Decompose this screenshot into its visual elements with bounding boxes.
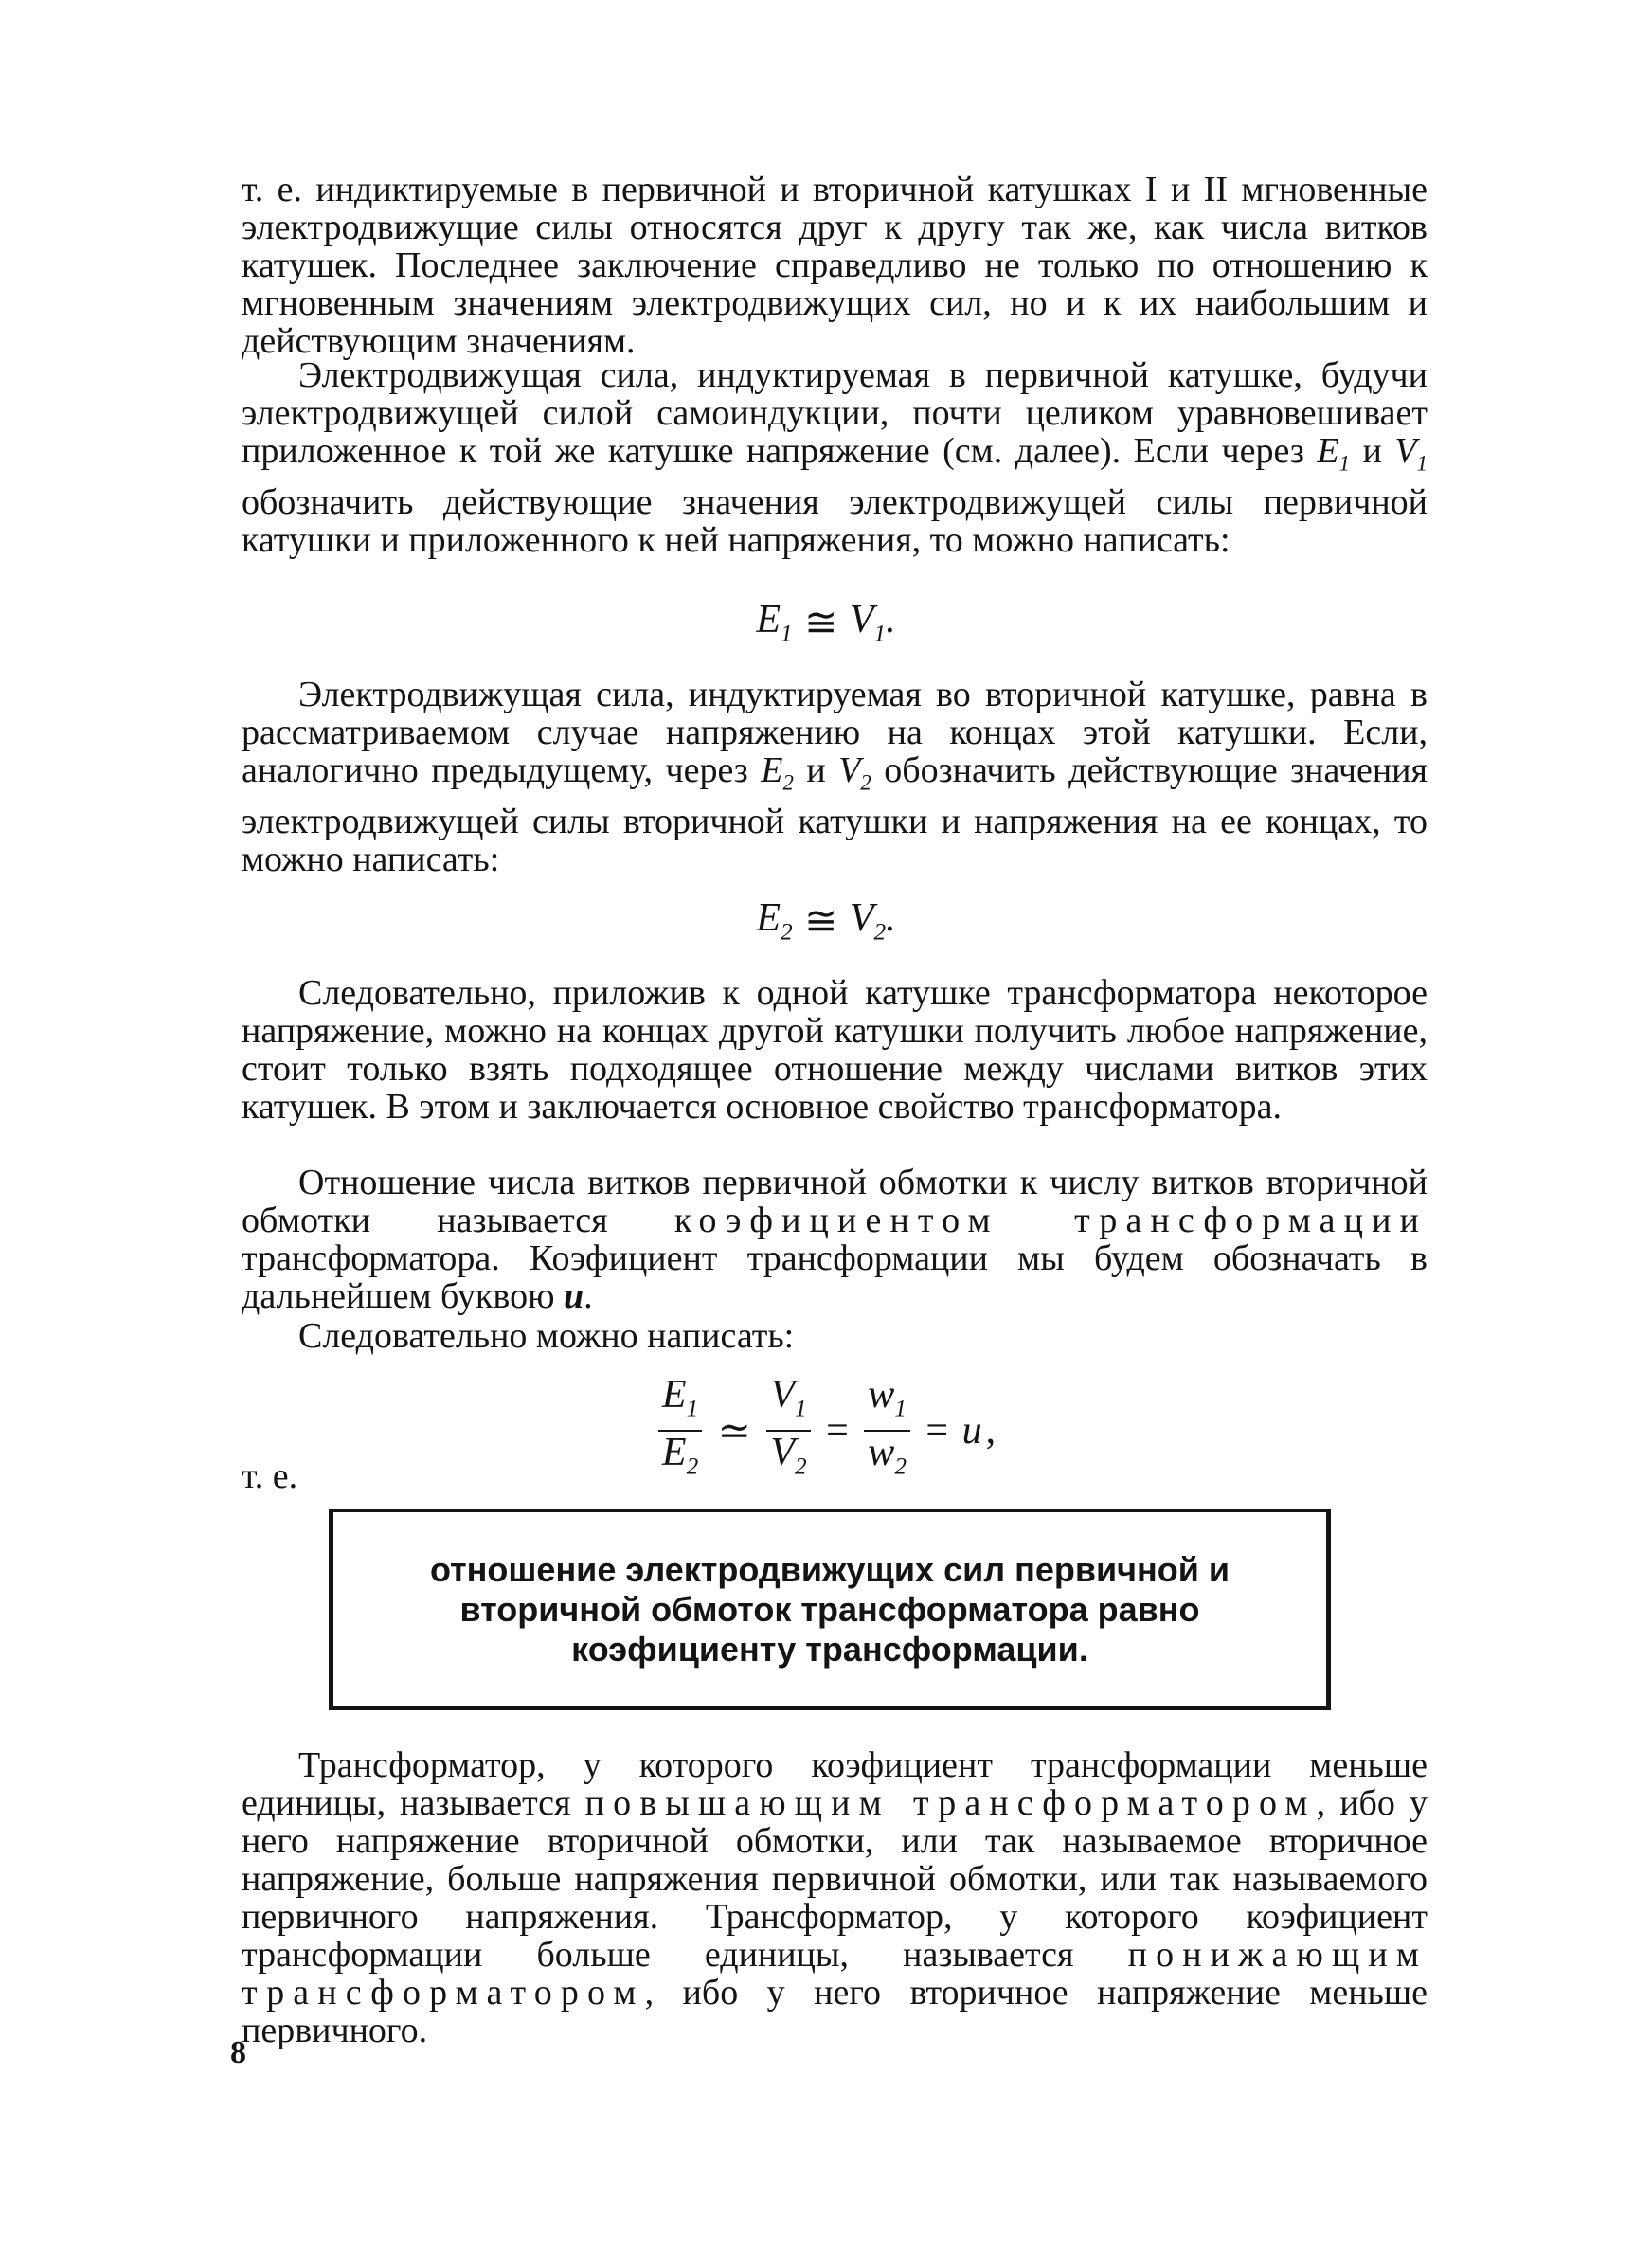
- paragraph-5: Отношение числа витков первичной обмотки к числу витков вторичной обмотки называется коэфициентом трансформации трансформатора. Коэфициент трансформации мы будем обозначать в дальнейшем буквою u.: [242, 1163, 1428, 1316]
- symbol-u: u: [563, 1276, 584, 1316]
- fraction-v1-v2: $\frac{V_1}{V_2}$: [766, 1374, 810, 1489]
- term-transformation-coefficient: коэфициентом трансформации: [673, 1201, 1428, 1240]
- boxed-statement-frame: [329, 1509, 1331, 1710]
- paragraph-3: [242, 676, 1428, 878]
- formula-transformation-ratio: $\frac{E_1}{E_2}$ ≃ $\frac{V_1}{V_2}$ = $\frac{w_1}{w_2}$ = u,: [0, 1374, 1652, 1478]
- fraction-e1-e2: $\frac{E_1}{E_2}$: [658, 1374, 702, 1489]
- term-step-up-transformer: повышающим трансформатором: [584, 1783, 1317, 1823]
- paragraph-3-text-a: Электродвижущая сила, индуктируемая во вторичной катушке, равна в рассматриваемом случае напряжению на концах этой катушки. Если, аналогично предыдущему, через: [242, 675, 1428, 790]
- paragraph-7: Трансформатор, у которого коэфициент трансформации меньше единицы, называется повышающим трансформатором, ибо у него напряжение вторичной обмотки, или так называемое вторичное напряжение, больше напряжения первичной обмотки, или так называемого первичного напряжения. Трансформатор, у которого коэфициент трансформации больше единицы, называется понижающим трансформатором, ибо у него вторичное напряжение меньше первичного.: [242, 1745, 1428, 2050]
- paragraph-2: [242, 356, 1428, 559]
- formula-e1-approx-v1: $E_1$ ≅ $V_1$.: [756, 598, 896, 647]
- te-label: т. е.: [242, 1456, 298, 1496]
- paragraph-2-text-c: обозначить действующие значения электродвижущей силы первичной катушки и приложенного к ней напряжения, то можно написать:: [242, 481, 1428, 560]
- paragraph-4: Следовательно, приложив к одной катушке трансформатора некоторое напряжение, можно на концах другой катушки получить любое напряжение, стоит только взять подходящее отношение между числами витков этих катушек. В этом и заключается основное свойство трансформатора.: [242, 973, 1428, 1127]
- paragraph-2-text-a: Электродвижущая сила, индуктируемая в первичной катушке, будучи электродвижущей силой самоиндукции, почти целиком уравновешивает приложенное к той же катушке напряжение (см. далее). Если через: [242, 355, 1428, 471]
- paragraph-6: Следовательно можно написать:: [298, 1316, 795, 1356]
- symbol-v1: $V_1$: [1394, 431, 1428, 476]
- paragraph-3-text-c: обозначить действующие значения электродвижущей силы вторичной катушки и напряжения на ее концах, то можно написать:: [242, 750, 1428, 879]
- paragraph-1: т. е. индиктируемые в первичной и вторичной катушках I и II мгновенные электродвижущие силы относятся друг к другу так же, как числа витков катушек. Последнее заключение справедливо не только по отношению к мгновенным значениям электродвижущих сил, но и к их наибольшим и действующим значениям.: [242, 170, 1428, 361]
- page-number: 8: [230, 2035, 246, 2070]
- symbol-e2: $E_2$: [761, 750, 794, 795]
- boxed-statement: отношение электродвижущих сил первичной и вторичной обмоток трансформатора равно коэфициенту трансформации.: [429, 1549, 1230, 1669]
- symbol-e1: $E_1$: [1317, 431, 1350, 476]
- term-step-down-transformer: понижающим трансформатором: [242, 1935, 1428, 2013]
- symbol-v2: $V_2$: [838, 750, 871, 795]
- fraction-w1-w2: $\frac{w_1}{w_2}$: [864, 1374, 910, 1489]
- paragraph-2-text-b: и: [1350, 431, 1395, 471]
- paragraph-3-text-b: и: [793, 750, 839, 790]
- formula-e2-approx-v2: $E_2$ ≅ $V_2$.: [756, 896, 896, 946]
